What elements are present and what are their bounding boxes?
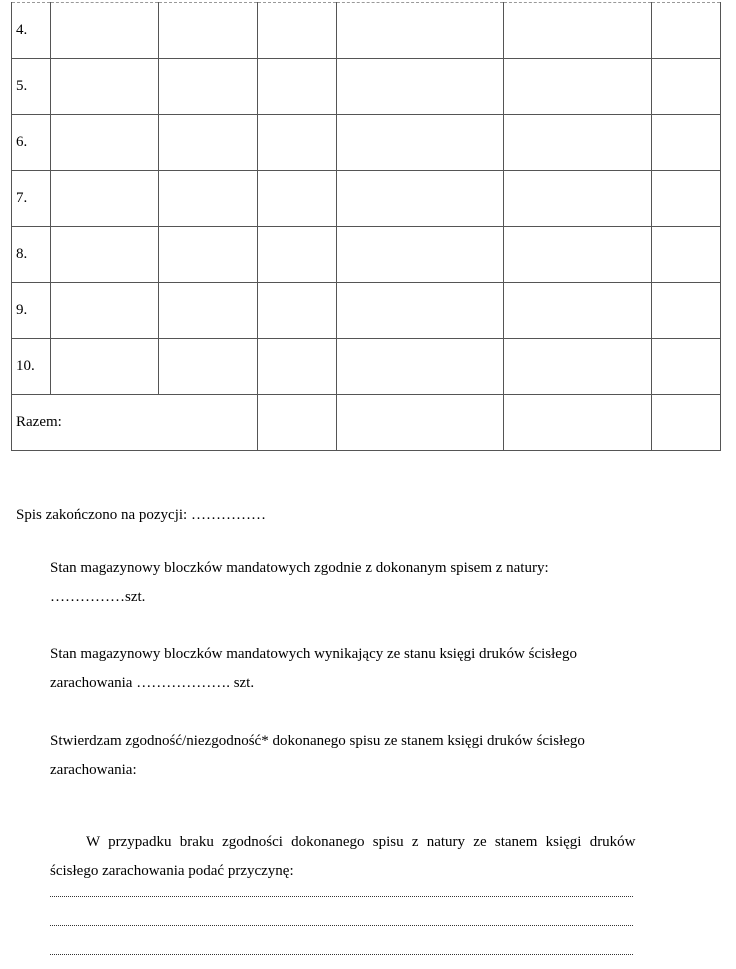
table-cell[interactable] — [258, 171, 337, 227]
reason-line-2[interactable] — [50, 923, 633, 926]
table-cell[interactable] — [159, 115, 258, 171]
table-row — [12, 115, 721, 171]
table-row — [12, 59, 721, 115]
table-cell[interactable] — [159, 227, 258, 283]
table-cell[interactable] — [652, 3, 721, 59]
table-cell[interactable] — [337, 59, 504, 115]
table-cell[interactable] — [159, 3, 258, 59]
table-row — [12, 339, 721, 395]
table-cell[interactable] — [504, 59, 652, 115]
table-cell[interactable] — [51, 227, 159, 283]
table-cell[interactable] — [652, 283, 721, 339]
total-row — [12, 395, 721, 451]
table-cell[interactable] — [652, 227, 721, 283]
ended-at-text: Spis zakończono na pozycji: …………… — [16, 507, 266, 523]
discrepancy-line1: W przypadku braku zgodności dokonanego spisu z natury ze stanem księgi druków — [86, 834, 636, 850]
stock-by-book-line2: zarachowania ………………. szt. — [50, 675, 255, 691]
table-row — [12, 171, 721, 227]
row-number: 5. — [12, 59, 51, 115]
confirm-line2: zarachowania: — [50, 762, 137, 778]
table-cell[interactable] — [504, 283, 652, 339]
table-cell[interactable] — [652, 59, 721, 115]
confirm-line1: Stwierdzam zgodność/niezgodność* dokonanego spisu ze stanem księgi druków ścisłego — [50, 733, 585, 749]
table-cell[interactable] — [504, 227, 652, 283]
table-cell[interactable] — [504, 339, 652, 395]
total-cell[interactable] — [652, 395, 721, 451]
stock-by-count-line1: Stan magazynowy bloczków mandatowych zgodnie z dokonanym spisem z natury: — [50, 560, 549, 576]
table-cell[interactable] — [652, 171, 721, 227]
table-cell[interactable] — [258, 115, 337, 171]
stock-by-book-line1: Stan magazynowy bloczków mandatowych wynikający ze stanu księgi druków ścisłego — [50, 646, 577, 662]
table-cell[interactable] — [652, 339, 721, 395]
reason-line-1[interactable] — [50, 894, 633, 897]
table-cell[interactable] — [51, 59, 159, 115]
row-number: 4. — [12, 3, 51, 59]
table-cell[interactable] — [504, 115, 652, 171]
table-cell[interactable] — [258, 283, 337, 339]
table-cell[interactable] — [159, 59, 258, 115]
table-cell[interactable] — [337, 171, 504, 227]
table-cell[interactable] — [159, 339, 258, 395]
table-cell[interactable] — [504, 3, 652, 59]
stock-by-count-line2: ……………szt. — [50, 589, 146, 605]
table-cell[interactable] — [258, 59, 337, 115]
table-cell[interactable] — [258, 339, 337, 395]
table-cell[interactable] — [337, 3, 504, 59]
reason-line-3[interactable] — [50, 952, 633, 955]
discrepancy-line2: ścisłego zarachowania podać przyczynę: — [50, 863, 294, 879]
total-label: Razem: — [12, 395, 258, 451]
table-cell[interactable] — [337, 227, 504, 283]
table-cell[interactable] — [504, 171, 652, 227]
inventory-table — [11, 2, 721, 451]
total-cell[interactable] — [337, 395, 504, 451]
table-cell[interactable] — [337, 283, 504, 339]
table-row — [12, 3, 721, 59]
table-cell[interactable] — [51, 283, 159, 339]
table-cell[interactable] — [51, 115, 159, 171]
total-cell[interactable] — [504, 395, 652, 451]
table-row — [12, 227, 721, 283]
table-cell[interactable] — [51, 339, 159, 395]
row-number: 6. — [12, 115, 51, 171]
table-cell[interactable] — [652, 115, 721, 171]
table-cell[interactable] — [159, 171, 258, 227]
table-cell[interactable] — [159, 283, 258, 339]
row-number: 8. — [12, 227, 51, 283]
table-cell[interactable] — [337, 115, 504, 171]
table-cell[interactable] — [51, 171, 159, 227]
row-number: 7. — [12, 171, 51, 227]
row-number: 10. — [12, 339, 51, 395]
table-row — [12, 283, 721, 339]
table-cell[interactable] — [51, 3, 159, 59]
table-cell[interactable] — [258, 3, 337, 59]
table-cell[interactable] — [258, 227, 337, 283]
total-cell[interactable] — [258, 395, 337, 451]
table-cell[interactable] — [337, 339, 504, 395]
row-number: 9. — [12, 283, 51, 339]
